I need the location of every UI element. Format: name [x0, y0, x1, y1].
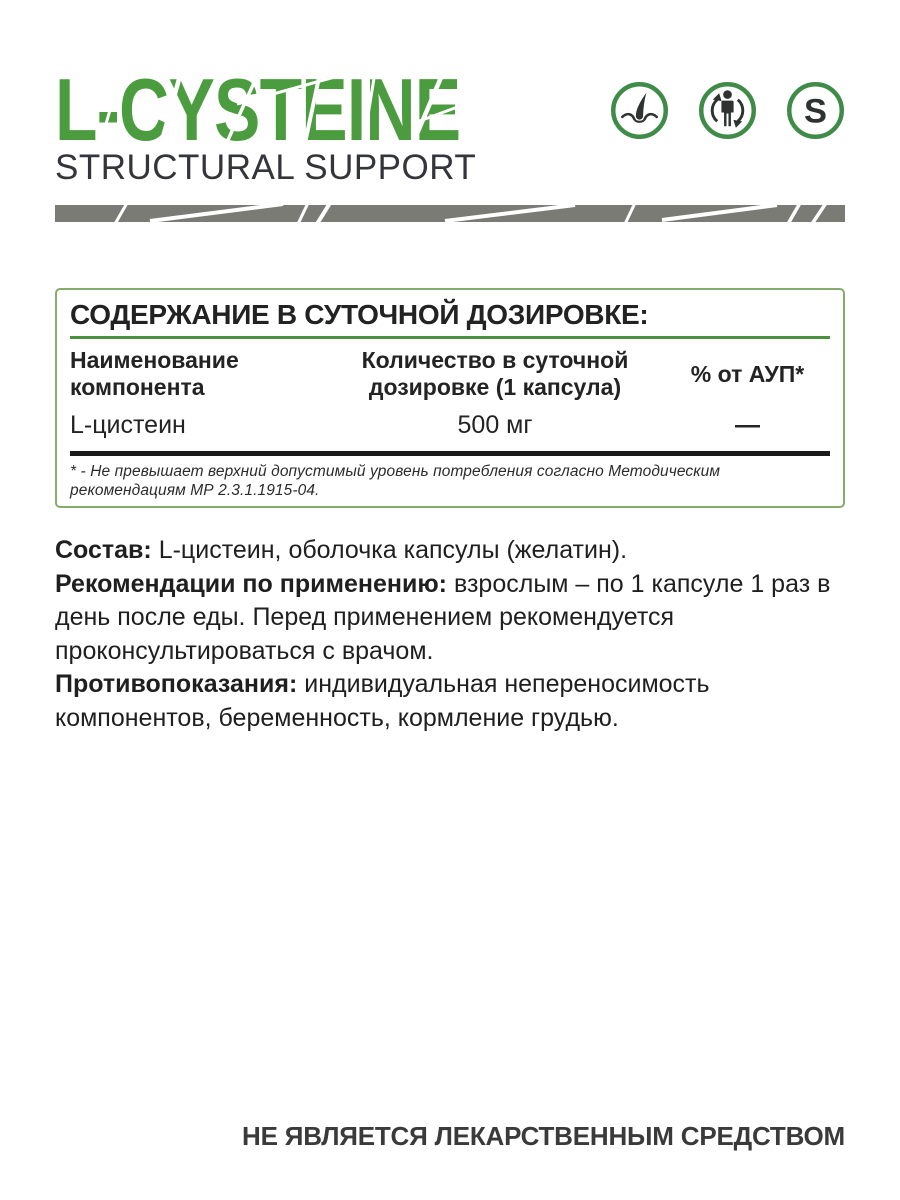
sulfur-letter-icon: [786, 81, 845, 140]
column-header-amount-text: Количество в суточной дозировке (1 капсула): [361, 347, 629, 400]
product-subtitle: STRUCTURAL SUPPORT: [55, 148, 477, 187]
brand-title-block: [55, 60, 525, 159]
column-header-component: Наименование компонента: [70, 347, 239, 400]
table-footnote: * - Не превышает верхний допустимый уровень потребления согласно Методическим рекомендациям МР 2.3.1.1915-04.: [70, 463, 721, 499]
dosage-table-title: СОДЕРЖАНИЕ В СУТОЧНОЙ ДОЗИРОВКЕ:: [70, 299, 649, 330]
contraindications-label: Противопоказания:: [55, 670, 298, 698]
benefit-badges: [610, 81, 845, 140]
row-component-name: L-цистеин: [70, 411, 186, 439]
row-aup-value: —: [735, 411, 760, 439]
black-divider-line: [70, 451, 830, 456]
product-info-block: [55, 534, 853, 735]
not-a-medicine-disclaimer: НЕ ЯВЛЯЕТСЯ ЛЕКАРСТВЕННЫМ СРЕДСТВОМ: [242, 1121, 845, 1151]
column-header-aup: % от АУП*: [690, 360, 805, 387]
recommendations-label: Рекомендации по применению:: [55, 569, 448, 598]
gray-divider-bar: [55, 205, 845, 222]
contraindications-paragraph: [55, 668, 853, 735]
recommendations-paragraph: [55, 568, 853, 669]
product-title: L-CYSTEINE: [55, 60, 461, 159]
green-divider-line: [70, 336, 830, 339]
dosage-table-header: [70, 347, 830, 401]
sulfur-letter: S: [804, 92, 827, 131]
table-row: [70, 410, 830, 440]
row-amount-value: 500 мг: [457, 411, 533, 439]
contraindications-text: индивидуальная непереносимость компонентов, беременность, кормление грудью.: [55, 670, 710, 732]
body-turnover-icon: [698, 81, 757, 140]
recommendations-text: взрослым – по 1 капсуле 1 раз в день после еды. Перед применением рекомендуется проконсультироваться с врачом.: [55, 569, 831, 665]
composition-paragraph: [55, 534, 853, 568]
composition-text: L-цистеин, оболочка капсулы (желатин).: [151, 536, 628, 564]
hair-follicle-icon: [610, 81, 669, 140]
composition-label: Состав:: [55, 536, 152, 564]
dosage-table-box: [55, 288, 845, 508]
column-header-amount: [325, 347, 665, 401]
